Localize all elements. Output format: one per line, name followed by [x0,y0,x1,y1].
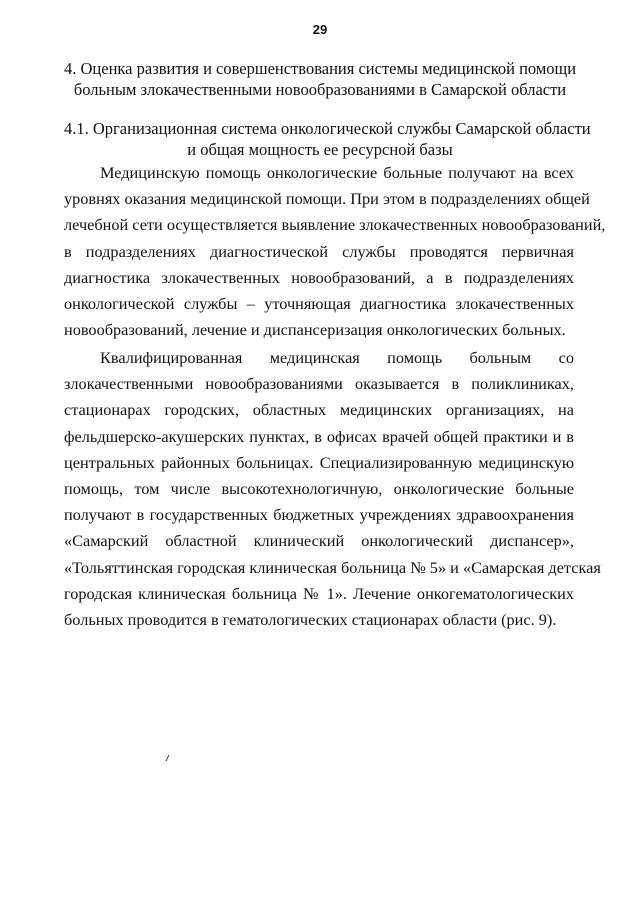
paragraph-line: Медицинскую помощь онкологические больные получают на всех [100,163,574,182]
subsection-heading-line: 4.1. Организационная система онкологической службы Самарской области [64,119,591,138]
paragraph-line: уровнях оказания медицинской помощи. При этом в подразделениях общей [64,189,590,209]
paragraph-line: больных проводится в гематологических стационарах области (рис. 9). [64,610,557,630]
paragraph-line: стационарах городских, областных медицинских организациях, на [64,400,574,420]
section-heading-line: больным злокачественными новообразованиями в Самарской области [73,80,567,99]
section-heading [64,58,576,100]
paragraph-line: злокачественными новообразованиями оказывается в поликлиниках, [64,374,574,394]
paragraph-line: «Тольяттинская городская клиническая больница № 5» и «Самарская детская [64,557,601,577]
paragraph-line: получают в государственных бюджетных учреждениях здравоохранения [64,505,574,525]
subsection-heading-line: и общая мощность ее ресурсной базы [187,140,453,159]
paragraph-line: центральных районных больницах. Специализированную медицинскую [64,452,574,472]
paragraph-line: городская клиническая больница № 1». Лечение онкогематологических [64,583,574,603]
paragraph-line: фельдшерско-акушерских пунктах, в офисах врачей общей практики и в [64,426,574,446]
page-number: 29 [312,22,328,37]
paragraph-line: «Самарский областной клинический онкологический диспансер», [64,531,574,551]
paragraph-2 [64,345,601,633]
paragraph-line: онкологической службы – уточняющая диагностика злокачественных [64,294,574,314]
subsection-heading [64,118,591,160]
paragraph-line: лечебной сети осуществляется выявление злокачественных новообразований, [64,215,606,235]
paragraph-line: помощь, том числе высокотехнологичную, онкологические больные [64,479,574,499]
paragraph-line: Квалифицированная медицинская помощь больным со [100,348,574,367]
paragraph-line: диагностика злокачественных новообразований, а в подразделениях [64,267,574,287]
paragraph-line: в подразделениях диагностической службы проводятся первичная [64,241,574,261]
section-heading-line: 4. Оценка развития и совершенствования системы медицинской помощи [64,59,577,78]
paragraph-line: новообразований, лечение и диспансеризация онкологических больных. [64,320,566,340]
paragraph-1 [64,160,606,343]
scan-artifact-mark [166,755,174,761]
